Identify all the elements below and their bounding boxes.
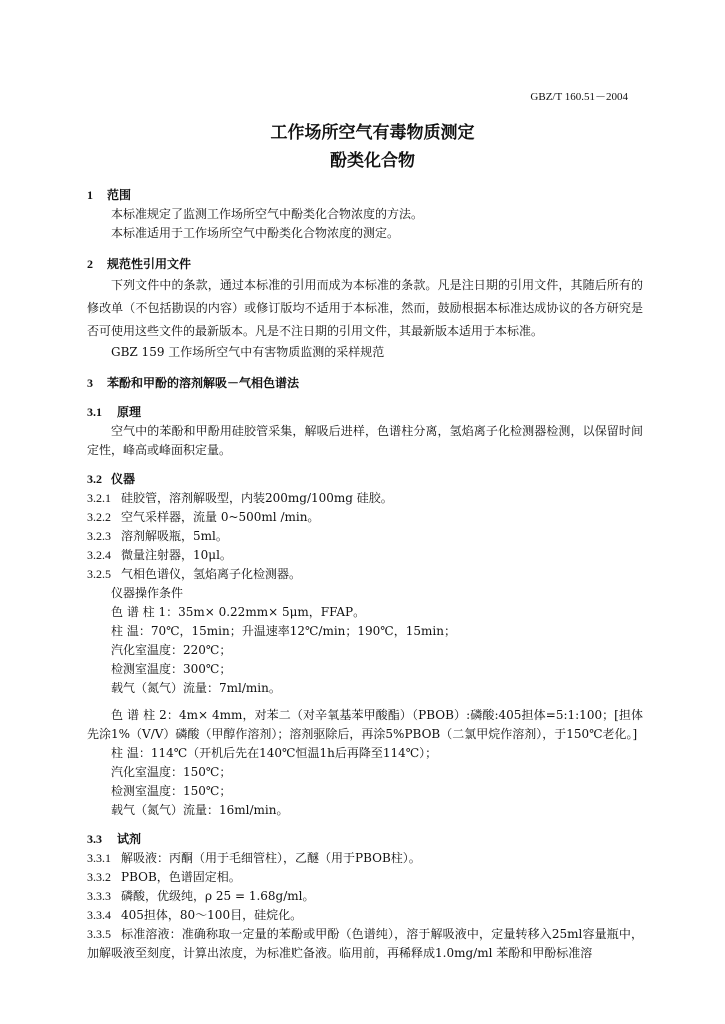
subsection-heading-3-3: 3.3 试剂 — [87, 832, 142, 846]
section-heading-2: 2 规范性引用文件 — [87, 257, 192, 271]
list-item: 3.2.5 气相色谱仪，氢焰离子化检测器。 — [87, 567, 302, 581]
condition-line: 检测室温度：150℃； — [111, 784, 232, 798]
column-2-spec: 色 谱 柱 2：4m× 4mm，对苯二（对辛氧基苯甲酸酯）（PBOB）:磷酸:405担体=5:1:100；[担体先涂1%（V/V）磷酸（甲醇作溶剂）；溶剂驱除后，再涂5%PBOB（二氯甲烷作溶剂），于150℃老化。] — [87, 708, 643, 741]
section-heading-3: 3 苯酚和甲酚的溶剂解吸－气相色谱法 — [87, 376, 300, 390]
list-item: 3.2.3 溶剂解吸瓶，5ml。 — [87, 529, 228, 543]
list-item: 3.3.3 磷酸，优级纯，ρ 25 = 1.68g/ml。 — [87, 889, 315, 903]
paragraph: 下列文件中的条款，通过本标准的引用而成为本标准的条款。凡是注日期的引用文件，其随后所有的修改单（不包括勘误的内容）或修订版均不适用于本标准，然而，鼓励根据本标准达成协议的各方研究是否可使用这些文件的最新版本。凡是不注日期的引用文件，其最新版本适用于本标准。 — [87, 278, 643, 338]
list-item: 3.3.2 PBOB，色谱固定相。 — [87, 870, 241, 884]
reference-item: GBZ 159 工作场所空气中有害物质监测的采样规范 — [111, 345, 385, 359]
list-item: 3.3.1 解吸液：丙酮（用于毛细管柱），乙醚（用于PBOB柱）。 — [87, 851, 421, 865]
condition-line: 汽化室温度：150℃； — [111, 765, 232, 779]
paragraph: 本标准规定了监测工作场所空气中酚类化合物浓度的方法。 — [111, 207, 424, 221]
document-subtitle: 酚类化合物 — [330, 151, 415, 171]
paragraph: 本标准适用于工作场所空气中酚类化合物浓度的测定。 — [111, 226, 400, 240]
list-item: 3.3.4 405担体，80～100目，硅烷化。 — [87, 908, 303, 922]
document-title: 工作场所空气有毒物质测定 — [270, 123, 475, 143]
list-item: 3.2.2 空气采样器，流量 0~500ml /min。 — [87, 510, 320, 524]
list-item: 3.2.1 硅胶管，溶剂解吸型，内装200mg/100mg 硅胶。 — [87, 491, 393, 505]
condition-line: 检测室温度：300℃； — [111, 662, 232, 676]
list-item: 3.3.5 标准溶液：准确称取一定量的苯酚或甲酚（色谱纯），溶于解吸液中，定量转移入25ml容量瓶中，加解吸液至刻度，计算出浓度，为标准贮备液。临用前，再稀释成1.0mg/ml 苯酚和甲酚标准溶 — [87, 927, 643, 960]
conditions-title: 仪器操作条件 — [111, 586, 184, 600]
subsection-heading-3-1: 3.1 原理 — [87, 405, 142, 419]
subsection-heading-3-2: 3.2 仪器 — [87, 472, 136, 486]
condition-line: 载气（氮气）流量：16ml/min。 — [111, 803, 289, 817]
column-1-spec: 色 谱 柱 1：35m× 0.22mm× 5μm，FFAP。 — [111, 605, 366, 619]
paragraph: 空气中的苯酚和甲酚用硅胶管采集，解吸后进样，色谱柱分离，氢焰离子化检测器检测，以保留时间定性，峰高或峰面积定量。 — [87, 424, 643, 457]
condition-line: 汽化室温度：220℃； — [111, 643, 232, 657]
condition-line: 载气（氮气）流量：7ml/min。 — [111, 681, 281, 695]
standard-code: GBZ/T 160.51－2004 — [530, 91, 628, 103]
list-item: 3.2.4 微量注射器，10μl。 — [87, 548, 232, 562]
condition-line: 柱 温：114℃（开机后先在140℃恒温1h后再降至114℃）； — [111, 746, 438, 760]
section-heading-1: 1 范围 — [87, 188, 132, 202]
condition-line: 柱 温：70℃，15min；升温速率12℃/min；190℃，15min； — [111, 624, 456, 638]
document-body — [87, 186, 643, 963]
